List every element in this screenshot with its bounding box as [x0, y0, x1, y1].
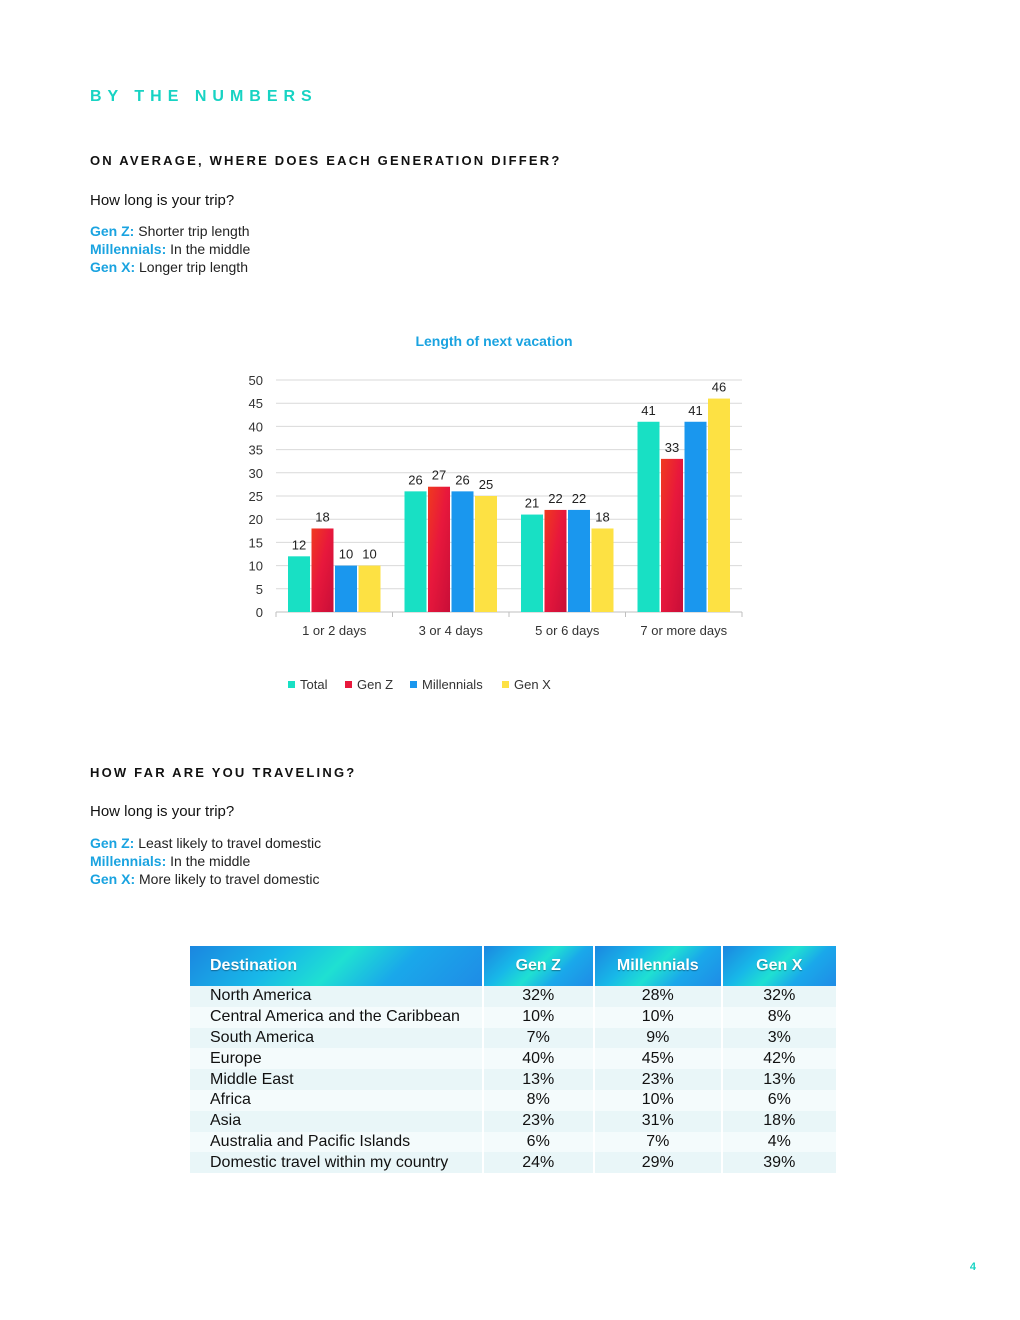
- percent-cell: 24%: [484, 1152, 593, 1173]
- generation-item: [90, 870, 321, 888]
- percent-cell: 45%: [595, 1048, 721, 1069]
- y-tick-label: 50: [248, 373, 263, 388]
- percent-cell: 7%: [484, 1028, 593, 1049]
- percent-cell: 10%: [595, 1007, 721, 1028]
- data-label: 18: [315, 509, 330, 525]
- bar: [521, 515, 543, 612]
- section2-heading: HOW FAR ARE YOU TRAVELING?: [90, 765, 357, 780]
- percent-cell: 23%: [595, 1069, 721, 1090]
- table-row: [190, 1028, 836, 1049]
- bar: [475, 496, 497, 612]
- percent-cell: 23%: [484, 1111, 593, 1132]
- data-label: 21: [524, 495, 540, 511]
- percent-cell: 40%: [484, 1048, 593, 1069]
- legend-label: Millennials: [422, 677, 483, 692]
- data-label: 26: [455, 472, 470, 488]
- percent-cell: 7%: [595, 1132, 721, 1153]
- legend-swatch: [345, 681, 352, 688]
- generation-text: In the middle: [170, 241, 251, 257]
- generation-label: Gen Z:: [90, 835, 135, 851]
- table-row: [190, 986, 836, 1007]
- y-tick-label: 35: [248, 442, 263, 458]
- section1-question: How long is your trip?: [90, 192, 235, 209]
- generation-text: Least likely to travel domestic: [138, 835, 322, 851]
- percent-cell: 13%: [484, 1069, 593, 1090]
- generation-item: [90, 240, 250, 258]
- destination-cell: Middle East: [190, 1069, 482, 1090]
- vacation-length-chart: [220, 328, 780, 708]
- header-gen-z: Gen Z: [484, 946, 593, 986]
- chart-title: Length of next vacation: [415, 333, 573, 349]
- data-label: 12: [291, 537, 307, 553]
- percent-cell: 9%: [595, 1028, 721, 1049]
- generation-text: In the middle: [170, 853, 251, 869]
- destination-cell: Domestic travel within my country: [190, 1152, 482, 1173]
- bar: [708, 399, 730, 612]
- legend-swatch: [288, 681, 295, 688]
- data-label: 10: [338, 546, 354, 562]
- y-tick-label: 0: [255, 605, 263, 620]
- data-label: 10: [362, 546, 377, 562]
- percent-cell: 10%: [595, 1090, 721, 1111]
- y-tick-label: 30: [248, 465, 263, 481]
- data-label: 22: [548, 490, 563, 506]
- bar: [288, 556, 310, 612]
- generation-text: More likely to travel domestic: [139, 871, 320, 887]
- generation-label: Gen Z:: [90, 223, 135, 239]
- destination-cell: Central America and the Caribbean: [190, 1007, 482, 1028]
- x-tick-label: 5 or 6 days: [535, 623, 600, 638]
- generation-label: Millennials:: [90, 853, 167, 869]
- generation-item: [90, 852, 321, 870]
- legend-label: Gen X: [514, 677, 551, 692]
- data-label: 27: [431, 467, 447, 483]
- section1-generation-list: [90, 222, 250, 276]
- table-row: [190, 1007, 836, 1028]
- header-gen-x: Gen X: [723, 946, 836, 986]
- data-label: 26: [408, 472, 423, 488]
- percent-cell: 6%: [723, 1090, 836, 1111]
- header-destination: Destination: [190, 946, 482, 986]
- legend-swatch: [502, 681, 509, 688]
- bar: [568, 510, 590, 612]
- section-kicker: BY THE NUMBERS: [90, 88, 318, 105]
- generation-item: [90, 834, 321, 852]
- percent-cell: 39%: [723, 1152, 836, 1173]
- bar: [312, 528, 334, 612]
- header-millennials: Millennials: [595, 946, 721, 986]
- bar: [359, 566, 381, 612]
- percent-cell: 10%: [484, 1007, 593, 1028]
- data-label: 18: [595, 509, 610, 525]
- section2-generation-list: [90, 834, 321, 888]
- generation-text: Shorter trip length: [138, 223, 250, 239]
- bar: [335, 566, 357, 612]
- bar: [405, 491, 427, 612]
- generation-label: Gen X:: [90, 871, 136, 887]
- table-row: [190, 1048, 836, 1069]
- destination-table: [188, 946, 838, 1173]
- bar: [638, 422, 660, 612]
- legend-label: Gen Z: [357, 677, 394, 692]
- destination-cell: North America: [190, 986, 482, 1007]
- legend-swatch: [410, 681, 417, 688]
- table-row: [190, 1069, 836, 1090]
- y-tick-label: 10: [248, 558, 263, 574]
- data-label: 41: [641, 402, 656, 418]
- section1-heading: ON AVERAGE, WHERE DOES EACH GENERATION DIFFER?: [90, 153, 562, 168]
- destination-cell: Europe: [190, 1048, 482, 1069]
- y-tick-label: 40: [248, 419, 263, 435]
- bar: [452, 491, 474, 612]
- data-label: 22: [571, 490, 587, 506]
- destination-cell: Africa: [190, 1090, 482, 1111]
- legend-label: Total: [300, 677, 328, 692]
- bar: [661, 459, 683, 612]
- bar: [428, 487, 450, 612]
- page-number: 4: [969, 1261, 976, 1273]
- generation-item: [90, 258, 250, 276]
- bar: [685, 422, 707, 612]
- table-row: [190, 1090, 836, 1111]
- table-row: [190, 1111, 836, 1132]
- y-tick-label: 25: [248, 489, 263, 504]
- percent-cell: 28%: [595, 986, 721, 1007]
- bar: [545, 510, 567, 612]
- x-tick-label: 1 or 2 days: [302, 623, 367, 638]
- percent-cell: 18%: [723, 1111, 836, 1132]
- table-row: [190, 1132, 836, 1153]
- bar: [592, 528, 614, 612]
- y-tick-label: 5: [255, 581, 263, 597]
- percent-cell: 6%: [484, 1132, 593, 1153]
- percent-cell: 4%: [723, 1132, 836, 1153]
- y-tick-label: 45: [248, 396, 263, 412]
- generation-label: Millennials:: [90, 241, 167, 257]
- x-tick-label: 3 or 4 days: [418, 623, 483, 638]
- destination-cell: Asia: [190, 1111, 482, 1132]
- generation-item: [90, 222, 250, 240]
- percent-cell: 29%: [595, 1152, 721, 1173]
- data-label: 33: [664, 439, 680, 455]
- y-tick-label: 20: [248, 512, 263, 528]
- y-tick-label: 15: [248, 535, 263, 551]
- destination-cell: South America: [190, 1028, 482, 1049]
- percent-cell: 8%: [723, 1007, 836, 1028]
- percent-cell: 8%: [484, 1090, 593, 1111]
- data-label: 25: [478, 477, 494, 492]
- chart-bars: [288, 399, 730, 612]
- percent-cell: 13%: [723, 1069, 836, 1090]
- percent-cell: 32%: [723, 986, 836, 1007]
- data-label: 41: [688, 402, 703, 418]
- destination-cell: Australia and Pacific Islands: [190, 1132, 482, 1153]
- table-header-row: [190, 946, 836, 986]
- x-tick-label: 7 or more days: [640, 623, 728, 638]
- percent-cell: 42%: [723, 1048, 836, 1069]
- chart-legend: [288, 677, 551, 692]
- generation-label: Gen X:: [90, 259, 136, 275]
- percent-cell: 3%: [723, 1028, 836, 1049]
- percent-cell: 32%: [484, 986, 593, 1007]
- generation-text: Longer trip length: [139, 259, 248, 275]
- percent-cell: 31%: [595, 1111, 721, 1132]
- data-label: 46: [711, 379, 727, 395]
- section2-question: How long is your trip?: [90, 803, 235, 820]
- table-row: [190, 1152, 836, 1173]
